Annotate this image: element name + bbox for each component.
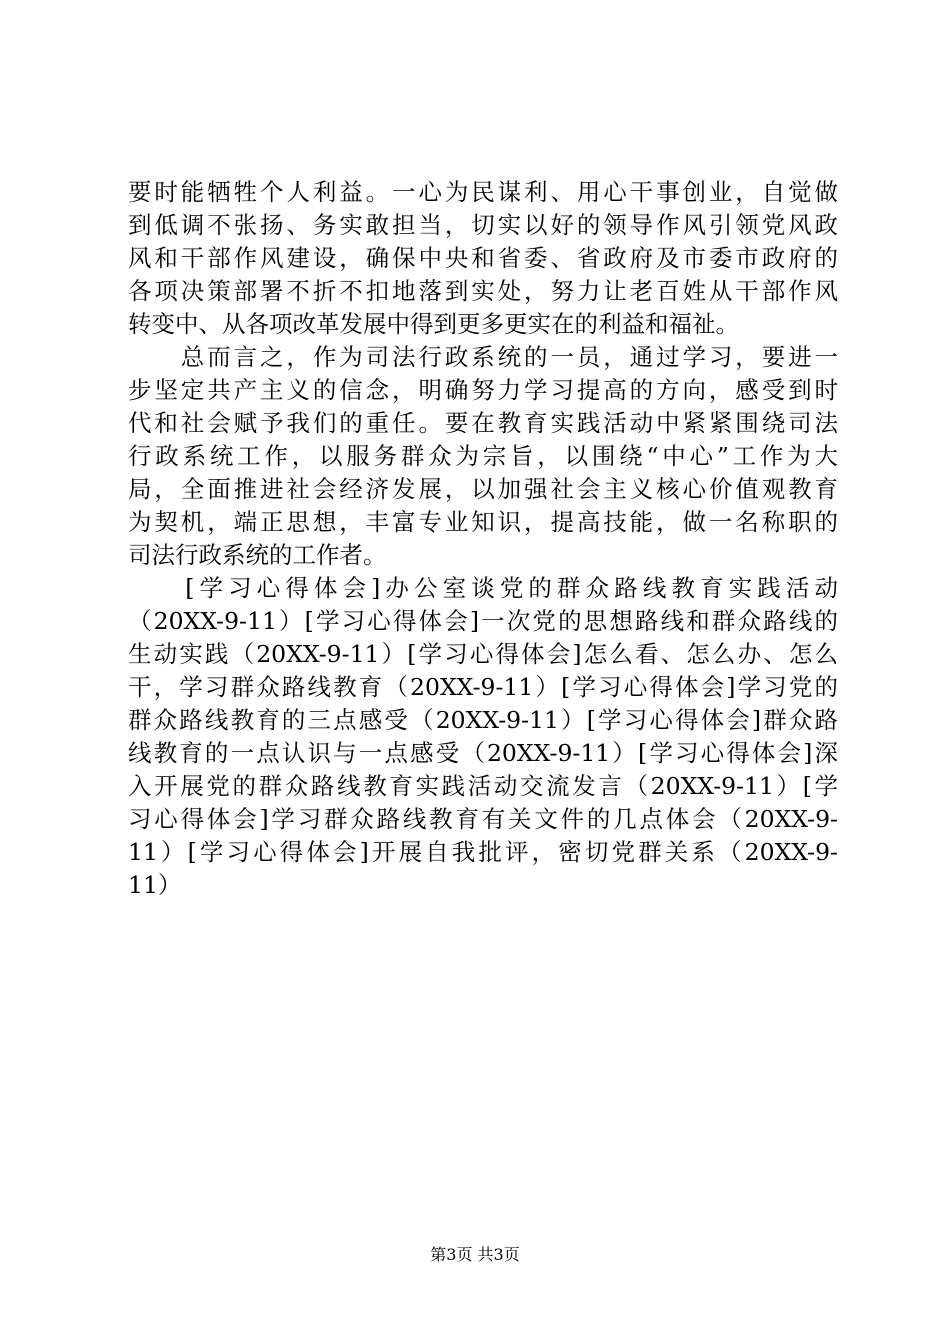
text-line: （20XX-9-11）[学习心得体会]一次党的思想路线和群众路线的 (128, 607, 838, 635)
page-number: 第3页 共3页 (430, 1245, 520, 1264)
text-line: 行政系统工作，以服务群众为宗旨，以围绕“中心”工作为大 (128, 442, 838, 470)
text-line: 为契机，端正思想，丰富专业知识，提高技能，做一名称职的 (128, 508, 838, 536)
page-footer (0, 1243, 950, 1267)
text-line: 局，全面推进社会经济发展，以加强社会主义核心价值观教育 (128, 475, 838, 503)
text-line: 总而言之，作为司法行政系统的一员，通过学习，要进一 (128, 343, 838, 371)
text-line: 生动实践（20XX-9-11）[学习心得体会]怎么看、怎么办、怎么 (128, 640, 838, 668)
text-line: 司法行政系统的工作者。 (128, 541, 387, 569)
text-line: 11）[学习心得体会]开展自我批评，密切党群关系（20XX-9- (128, 838, 838, 866)
text-line: 代和社会赋予我们的重任。要在教育实践活动中紧紧围绕司法 (128, 409, 838, 437)
text-line: 习心得体会]学习群众路线教育有关文件的几点体会（20XX-9- (128, 805, 838, 833)
body-text (128, 176, 838, 902)
text-line: [学习心得体会]办公室谈党的群众路线教育实践活动 (128, 574, 838, 602)
text-line: 步坚定共产主义的信念，明确努力学习提高的方向，感受到时 (128, 376, 838, 404)
text-line: 11） (128, 871, 182, 899)
text-line: 各项决策部署不折不扣地落到实处，努力让老百姓从干部作风 (128, 277, 838, 305)
text-line: 要时能牺牲个人利益。一心为民谋利、用心干事创业，自觉做 (128, 178, 838, 206)
text-line: 入开展党的群众路线教育实践活动交流发言（20XX-9-11）[学 (128, 772, 838, 800)
text-line: 线教育的一点认识与一点感受（20XX-9-11）[学习心得体会]深 (128, 739, 838, 767)
text-line: 转变中、从各项改革发展中得到更多更实在的利益和福祉。 (128, 310, 739, 338)
text-line: 风和干部作风建设，确保中央和省委、省政府及市委市政府的 (128, 244, 838, 272)
text-line: 干，学习群众路线教育（20XX-9-11）[学习心得体会]学习党的 (128, 673, 838, 701)
text-line: 到低调不张扬、务实敢担当，切实以好的领导作风引领党风政 (128, 211, 838, 239)
text-line: 群众路线教育的三点感受（20XX-9-11）[学习心得体会]群众路 (128, 706, 838, 734)
